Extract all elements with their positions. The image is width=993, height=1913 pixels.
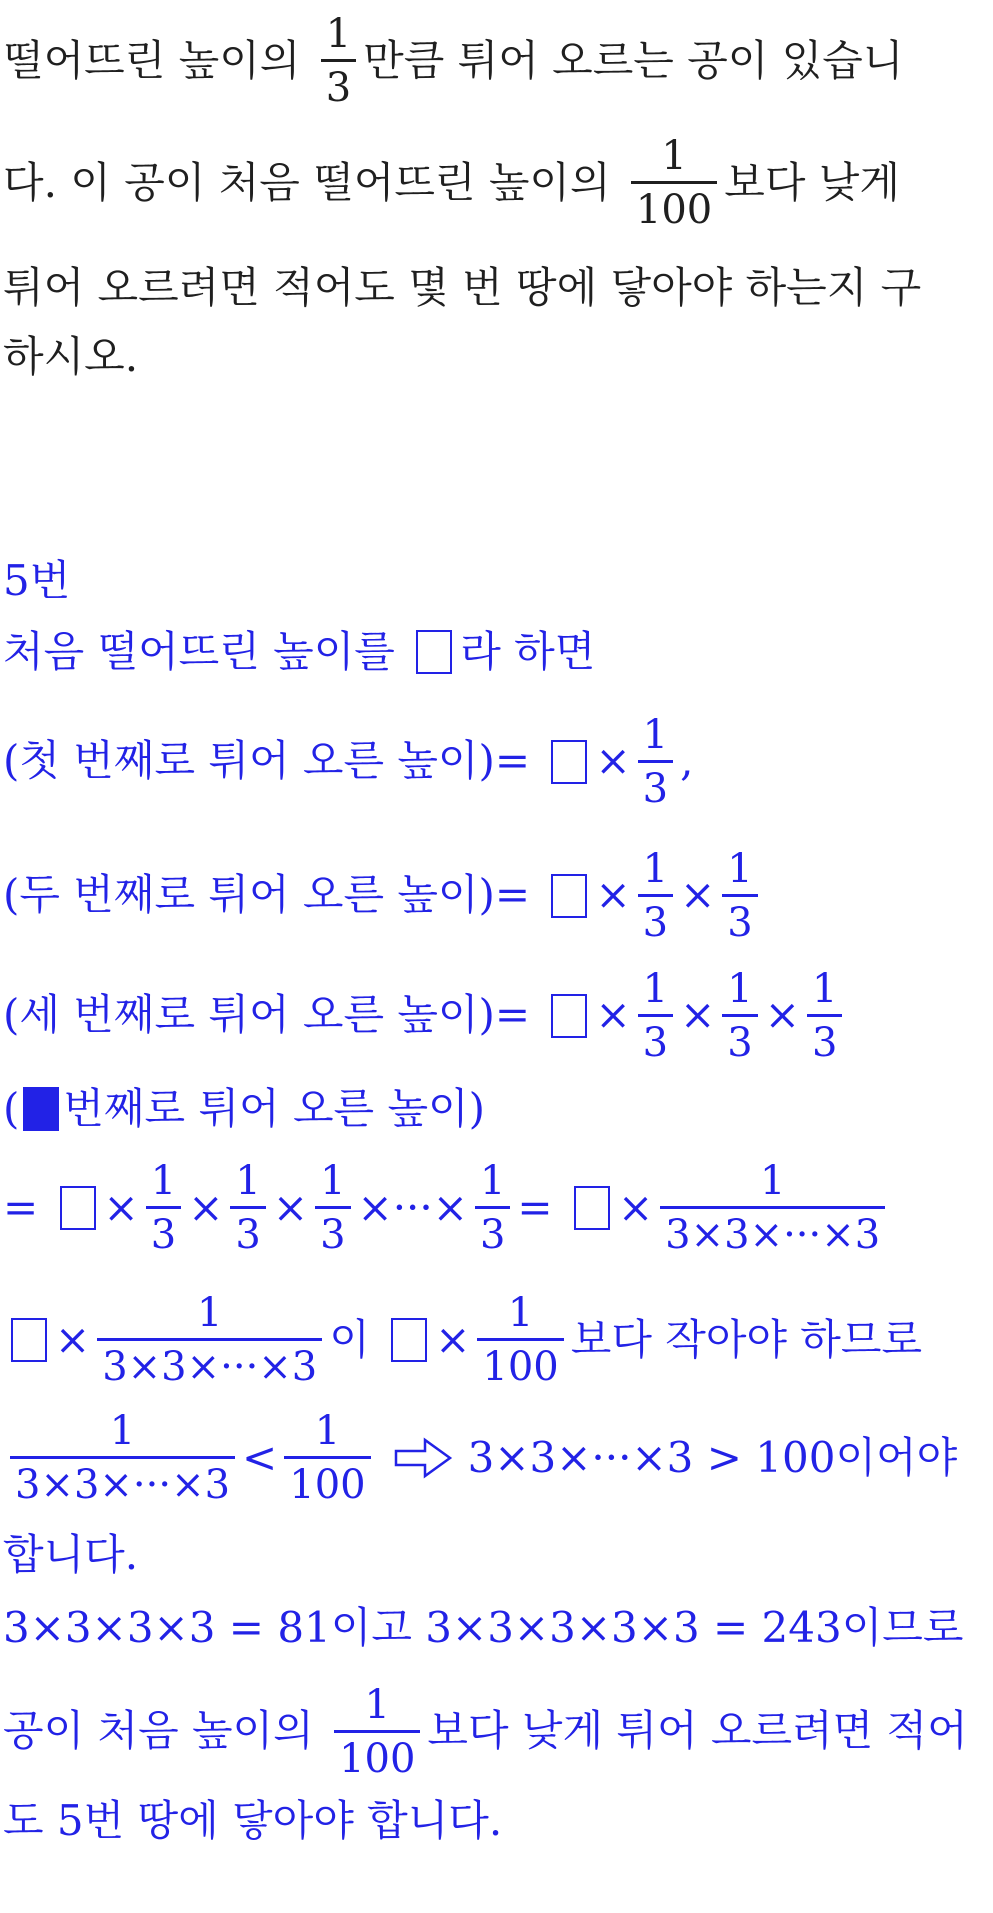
fraction-numerator: 1 bbox=[109, 1408, 136, 1455]
text-run: × bbox=[595, 870, 631, 920]
text-run: 라 하면 bbox=[460, 627, 596, 677]
text-run: × bbox=[188, 1183, 224, 1233]
text-run: 처음 떨어뜨린 높이를 bbox=[3, 627, 409, 677]
problem-line-1 bbox=[3, 10, 991, 112]
fraction bbox=[638, 965, 673, 1067]
text-run: × bbox=[272, 1183, 309, 1233]
text-run: × bbox=[55, 1315, 91, 1365]
fraction bbox=[321, 10, 356, 112]
problem-line-2 bbox=[3, 132, 991, 234]
fraction-numerator: 1 bbox=[197, 1290, 223, 1337]
text-run: 보다 작아야 하므로 bbox=[570, 1315, 923, 1365]
text-run: ×···× bbox=[357, 1183, 468, 1233]
text-run: × bbox=[595, 990, 631, 1040]
text-run: 3×3×···×3 > 100이어야 bbox=[467, 1433, 958, 1483]
text-run: × bbox=[764, 990, 800, 1040]
text-run: 번째로 튀어 오른 높이) bbox=[63, 1083, 485, 1133]
fraction-denominator: 3 bbox=[722, 894, 757, 947]
fraction-denominator: 3×3×···×3 bbox=[97, 1338, 322, 1391]
fraction-numerator: 1 bbox=[150, 1158, 177, 1205]
text-run: 3×3×3×3 = 81이고 3×3×3×3×3 = 243이므로 bbox=[3, 1603, 964, 1653]
fraction-denominator: 3 bbox=[807, 1014, 842, 1067]
text-run: × bbox=[680, 990, 716, 1040]
empty-box-symbol bbox=[60, 1186, 96, 1230]
fraction-denominator: 100 bbox=[334, 1730, 420, 1783]
text-run: 만큼 튀어 오르는 공이 있습니 bbox=[363, 35, 904, 85]
solution-line-9 bbox=[3, 1527, 991, 1584]
solution-line-8 bbox=[3, 1407, 991, 1509]
fraction-numerator: 1 bbox=[811, 965, 838, 1012]
problem-line-4 bbox=[3, 329, 991, 386]
fraction bbox=[638, 845, 673, 947]
fraction bbox=[660, 1157, 885, 1259]
fraction bbox=[477, 1289, 563, 1391]
fraction bbox=[146, 1157, 181, 1259]
solution-line-10 bbox=[3, 1600, 991, 1657]
text-run: 하시오. bbox=[3, 331, 139, 381]
fraction bbox=[722, 965, 757, 1067]
solution-line-6 bbox=[3, 1157, 991, 1259]
text-run: (세 번째로 튀어 오른 높이)= bbox=[3, 990, 544, 1040]
fraction-numerator: 1 bbox=[364, 1681, 390, 1728]
fraction-denominator: 3×3×···×3 bbox=[660, 1206, 885, 1259]
solution-line-11 bbox=[3, 1681, 991, 1783]
fraction-denominator: 3 bbox=[315, 1206, 350, 1259]
empty-box-symbol bbox=[551, 874, 587, 918]
solution-line-3 bbox=[3, 845, 991, 947]
text-run: 도 5번 땅에 닿아야 합니다. bbox=[3, 1795, 503, 1845]
fraction-denominator: 3 bbox=[230, 1206, 265, 1259]
fraction-numerator: 1 bbox=[727, 965, 753, 1012]
empty-box-symbol bbox=[574, 1186, 610, 1230]
fraction-numerator: 1 bbox=[642, 845, 669, 892]
solution-label bbox=[3, 553, 991, 610]
text-run: 다. 이 공이 처음 떨어뜨린 높이의 bbox=[3, 157, 624, 207]
empty-box-symbol bbox=[391, 1318, 427, 1362]
text-run: 합니다. bbox=[3, 1530, 139, 1580]
fraction-numerator: 1 bbox=[507, 1290, 534, 1337]
text-run: × bbox=[680, 870, 716, 920]
solution-line-5 bbox=[3, 1081, 991, 1138]
fraction bbox=[638, 711, 673, 813]
filled-box-symbol bbox=[23, 1087, 59, 1131]
text-run: = bbox=[517, 1183, 566, 1233]
fraction bbox=[807, 965, 842, 1067]
text-run: , bbox=[680, 736, 694, 786]
fraction-numerator: 1 bbox=[642, 965, 669, 1012]
solution-line-12 bbox=[3, 1793, 991, 1850]
solution-line-1 bbox=[3, 624, 991, 681]
fraction bbox=[631, 132, 717, 234]
text-run: 떨어뜨린 높이의 bbox=[3, 35, 314, 85]
fraction bbox=[722, 845, 757, 947]
fraction bbox=[230, 1157, 265, 1259]
fraction-denominator: 3 bbox=[321, 59, 356, 112]
fraction bbox=[284, 1407, 370, 1509]
fraction-denominator: 3×3×···×3 bbox=[10, 1456, 235, 1509]
fraction-numerator: 1 bbox=[325, 11, 352, 57]
fraction bbox=[334, 1681, 420, 1783]
fraction-numerator: 1 bbox=[661, 133, 687, 179]
solution-line-2 bbox=[3, 711, 991, 813]
fraction-denominator: 100 bbox=[631, 181, 717, 234]
fraction-denominator: 3 bbox=[638, 760, 673, 813]
text-run: 보다 낮게 bbox=[724, 157, 900, 207]
right-arrow-icon bbox=[392, 1435, 454, 1481]
fraction-numerator: 1 bbox=[479, 1158, 506, 1205]
text-run: 이 bbox=[329, 1315, 384, 1365]
text-run: × bbox=[617, 1183, 654, 1233]
empty-box-symbol bbox=[11, 1318, 47, 1362]
text-run: × bbox=[435, 1315, 471, 1365]
fraction-denominator: 3 bbox=[146, 1206, 181, 1259]
text-run: (두 번째로 튀어 오른 높이)= bbox=[3, 870, 544, 920]
fraction-denominator: 3 bbox=[475, 1206, 510, 1259]
empty-box-symbol bbox=[551, 740, 587, 784]
solution-line-4 bbox=[3, 965, 991, 1067]
text-run: 공이 처음 높이의 bbox=[3, 1706, 328, 1756]
text-run: 튀어 오르려면 적어도 몇 번 땅에 닿아야 하는지 구 bbox=[3, 263, 922, 312]
text-run: = bbox=[3, 1183, 52, 1233]
empty-box-symbol bbox=[551, 994, 587, 1038]
fraction-numerator: 1 bbox=[235, 1158, 261, 1205]
fraction-denominator: 3 bbox=[722, 1014, 757, 1067]
text-run: 5번 bbox=[3, 556, 71, 606]
text-run: 보다 낮게 튀어 오르려면 적어 bbox=[427, 1706, 968, 1756]
fraction bbox=[10, 1407, 235, 1509]
fraction-numerator: 1 bbox=[759, 1158, 786, 1205]
text-run: ( bbox=[3, 1083, 20, 1133]
fraction-denominator: 100 bbox=[477, 1338, 563, 1391]
fraction bbox=[97, 1289, 322, 1391]
fraction bbox=[315, 1157, 350, 1259]
problem-line-3 bbox=[3, 260, 991, 317]
fraction-numerator: 1 bbox=[727, 845, 753, 892]
fraction-denominator: 3 bbox=[638, 894, 673, 947]
text-run: (첫 번째로 튀어 오른 높이)= bbox=[3, 736, 544, 786]
fraction-denominator: 100 bbox=[284, 1456, 370, 1509]
fraction bbox=[475, 1157, 510, 1259]
fraction-numerator: 1 bbox=[642, 711, 669, 758]
fraction-denominator: 3 bbox=[638, 1014, 673, 1067]
solution-line-7 bbox=[3, 1289, 991, 1391]
text-run: × bbox=[103, 1183, 139, 1233]
text-run: × bbox=[595, 736, 631, 786]
fraction-numerator: 1 bbox=[320, 1158, 346, 1205]
fraction-numerator: 1 bbox=[314, 1408, 341, 1455]
empty-box-symbol bbox=[416, 630, 452, 674]
text-run: < bbox=[242, 1433, 278, 1483]
